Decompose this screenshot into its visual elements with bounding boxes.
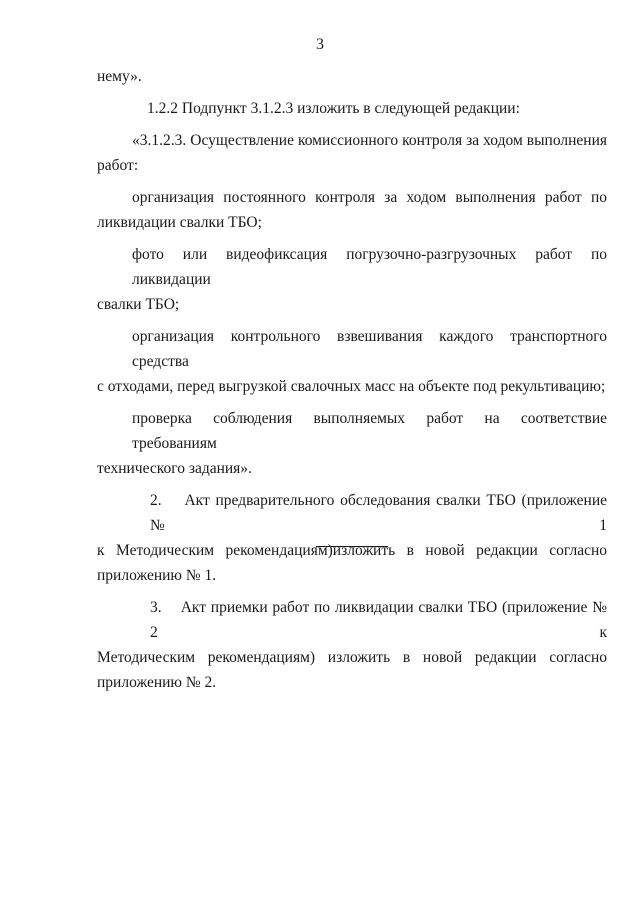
paragraph-item-1-2-2 — [97, 96, 607, 121]
paragraph-compliance-check — [97, 406, 607, 481]
paragraph-item-2 — [97, 488, 607, 588]
text-line: организация постоянного контроля за ходом выполнения работ по — [132, 189, 607, 206]
paragraph-item-3 — [97, 595, 607, 695]
paragraph-continuation — [97, 64, 607, 89]
text-line: проверка соблюдения выполняемых работ на соответствие требованиям — [132, 410, 607, 452]
text-line: с отходами, перед выгрузкой свалочных масс на объекте под рекультивацию; — [97, 378, 606, 395]
text-line: «3.1.2.3. Осуществление комиссионного контроля за ходом выполнения — [132, 132, 607, 149]
text-line: фото или видеофиксация погрузочно-разгрузочных работ по ликвидации — [132, 246, 607, 288]
text-line: работ: — [97, 157, 139, 174]
text-line: свалки ТБО; — [97, 296, 180, 313]
paragraph-control-organization — [97, 185, 607, 235]
paragraph-photo-fixation — [97, 242, 607, 317]
text-line: 2. Акт предварительного обследования свалки ТБО (приложение № 1 — [150, 492, 607, 534]
paragraph-subpoint-3-1-2-3 — [97, 128, 607, 178]
text-line: ликвидации свалки ТБО; — [97, 214, 262, 231]
document-body — [97, 64, 607, 702]
text-line: Методическим рекомендациям) изложить в новой редакции согласно — [97, 649, 607, 666]
text-line: 1.2.2 Подпункт 3.1.2.3 изложить в следующей редакции: — [147, 100, 520, 117]
page-number: 3 — [316, 36, 324, 53]
text-line: 3. Акт приемки работ по ликвидации свалки ТБО (приложение № 2 к — [150, 599, 607, 641]
text-line: приложению № 1. — [97, 567, 217, 584]
text-line: приложению № 2. — [97, 674, 217, 691]
text-line: нему». — [97, 68, 142, 85]
text-line: организация контрольного взвешивания каждого транспортного средства — [132, 328, 607, 370]
paragraph-weighing — [97, 324, 607, 399]
text-line: технического задания». — [97, 460, 252, 477]
text-line: к Методическим рекомендациям)изложить в новой редакции согласно — [97, 542, 607, 559]
end-separator-line — [316, 546, 388, 547]
